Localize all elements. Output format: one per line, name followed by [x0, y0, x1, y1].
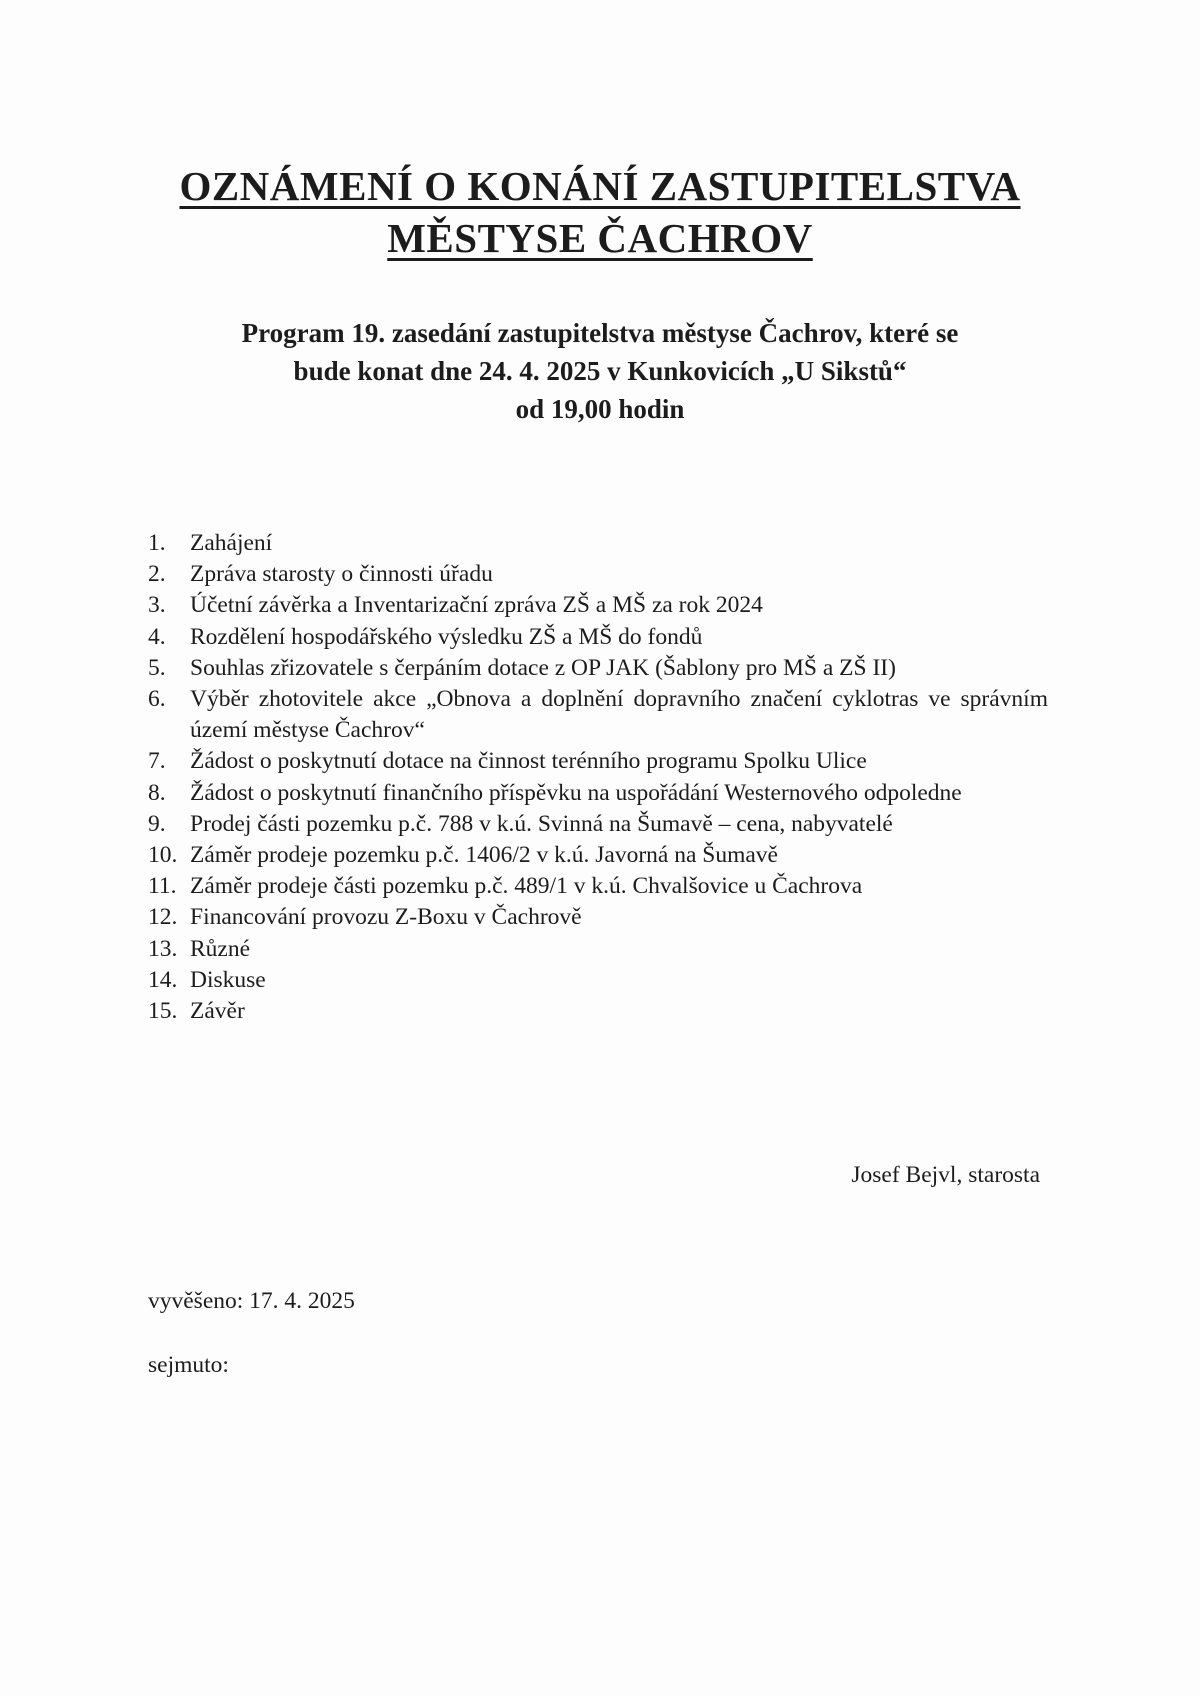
removed-date: sejmuto:: [148, 1352, 229, 1378]
agenda-item-text: Financování provozu Z-Boxu v Čachrově: [190, 904, 582, 931]
agenda-item-number: 15.: [148, 998, 178, 1025]
agenda-item: [148, 840, 1048, 871]
agenda-item-number: 4.: [148, 623, 166, 650]
agenda-item-text: Záměr prodeje pozemku p.č. 1406/2 v k.ú. Javorná na Šumavě: [190, 842, 778, 869]
agenda-item-number: 6.: [148, 686, 166, 713]
agenda-item-number: 5.: [148, 654, 166, 681]
agenda-item-number: 13.: [148, 935, 178, 962]
agenda-item-text: Zpráva starosty o činnosti úřadu: [190, 561, 493, 588]
agenda-item-number: 9.: [148, 810, 166, 837]
agenda-item-number: 7.: [148, 748, 166, 775]
agenda-item-text: Prodej části pozemku p.č. 788 v k.ú. Svinná na Šumavě – cena, nabyvatelé: [190, 810, 893, 837]
agenda-item-number: 11.: [148, 873, 177, 900]
signature: Josef Bejvl, starosta: [851, 1162, 1040, 1188]
agenda-item-text: Záměr prodeje části pozemku p.č. 489/1 v k.ú. Chvalšovice u Čachrova: [190, 873, 863, 900]
agenda-item-number: 8.: [148, 779, 166, 806]
agenda-item: [148, 996, 1048, 1027]
agenda-item: [148, 528, 1048, 559]
agenda-item: [148, 622, 1048, 653]
agenda-item-text: Diskuse: [190, 966, 266, 993]
agenda-item: [148, 778, 1048, 809]
agenda-item-text: Souhlas zřizovatele s čerpáním dotace z OP JAK (Šablony pro MŠ a ZŠ II): [190, 654, 896, 681]
agenda-item: [148, 684, 1048, 746]
agenda-item-text: Závěr: [190, 998, 245, 1025]
agenda-item: [148, 934, 1048, 965]
agenda-item: [148, 871, 1048, 902]
agenda-item-text: Žádost o poskytnutí dotace na činnost terénního programu Spolku Ulice: [190, 748, 867, 775]
agenda-item-number: 3.: [148, 592, 166, 619]
agenda-item-text: Žádost o poskytnutí finančního příspěvku na uspořádání Westernového odpoledne: [190, 779, 962, 806]
title-line-1: OZNÁMENÍ O KONÁNÍ ZASTUPITELSTVA: [179, 163, 1021, 209]
agenda-item-text: Výběr zhotovitele akce „Obnova a doplnění dopravního značení cyklotras ve správním území městyse Čachrov“: [190, 686, 1048, 744]
agenda-item: [148, 590, 1048, 621]
agenda-item-number: 10.: [148, 842, 178, 869]
agenda-item-number: 1.: [148, 530, 166, 556]
program-heading-line-2: bude konat dne 24. 4. 2025 v Kunkovicích „U Sikstů“: [293, 356, 907, 386]
agenda-item: [148, 653, 1048, 684]
agenda-item-number: 14.: [148, 966, 178, 993]
agenda-item: [148, 809, 1048, 840]
agenda-item-text: Účetní závěrka a Inventarizační zpráva ZŠ a MŠ za rok 2024: [190, 592, 763, 619]
agenda-item-text: Rozdělení hospodářského výsledku ZŠ a MŠ do fondů: [190, 623, 703, 650]
agenda-item-text: Různé: [190, 935, 251, 962]
agenda-list: [148, 528, 1048, 1027]
agenda-item: [148, 965, 1048, 996]
program-heading-line-3: od 19,00 hodin: [515, 394, 685, 424]
agenda-item: [148, 902, 1048, 933]
program-heading-line-1: Program 19. zasedání zastupitelstva městyse Čachrov, které se: [241, 318, 959, 348]
agenda-item-text: Zahájení: [190, 530, 273, 556]
agenda-item-number: 2.: [148, 561, 166, 588]
posted-date: vyvěšeno: 17. 4. 2025: [148, 1288, 355, 1314]
agenda-item: [148, 746, 1048, 777]
agenda-item: [148, 559, 1048, 590]
agenda-item-number: 12.: [148, 904, 178, 931]
title-line-2: MĚSTYSE ČACHROV: [387, 215, 813, 261]
